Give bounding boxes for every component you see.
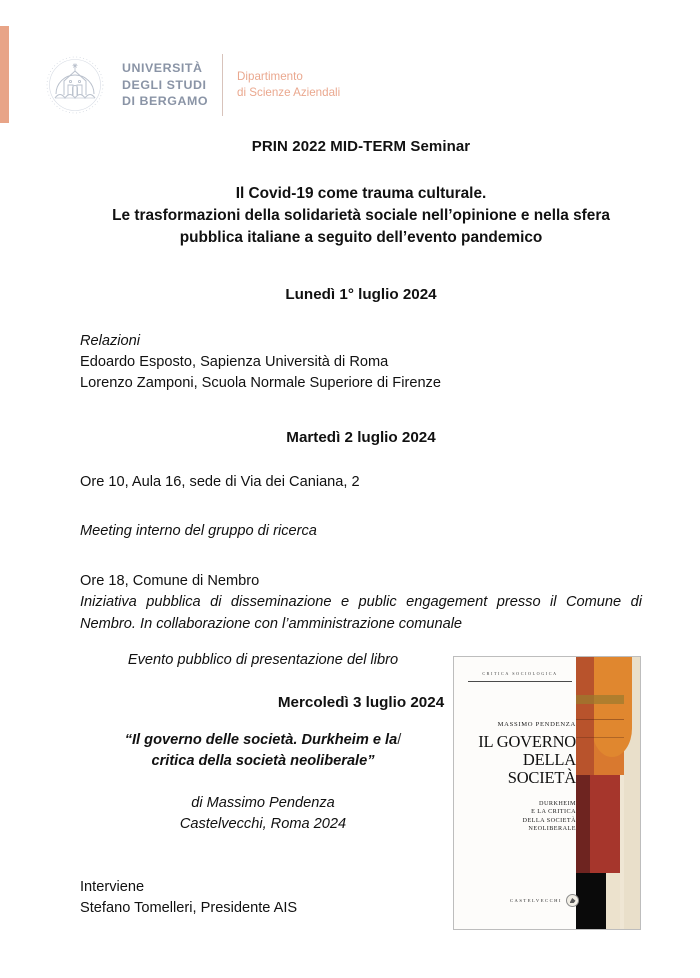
- day1-section-label: Relazioni: [80, 332, 141, 349]
- university-name: [122, 60, 208, 111]
- speaker-block: [80, 877, 440, 920]
- book-cover-subtitle-line3: DELLA SOCIETÀ: [522, 816, 576, 824]
- book-cover-publisher: CASTELVECCHI: [509, 898, 562, 903]
- book-cover-canvas: [454, 657, 640, 929]
- university-crest-icon: [44, 54, 106, 116]
- day1-heading: Lunedì 1° luglio 2024: [285, 285, 437, 303]
- book-cover-title-line2: DELLA: [522, 750, 576, 770]
- day2-evening-venue: Ore 18, Comune di Nembro: [80, 572, 260, 589]
- book-cover-image: [453, 656, 641, 930]
- book-author-line: di Massimo Pendenza: [191, 795, 335, 812]
- book-cover-series-rule: [468, 681, 572, 682]
- book-cover-author: MASSIMO PENDENZA: [497, 721, 576, 728]
- department-name-line2: di Scienze Aziendali: [237, 86, 341, 99]
- university-name-line1: UNIVERSITÀ: [122, 60, 203, 75]
- artwork-hairline-1: [576, 719, 624, 720]
- book-cover-subtitle: [462, 800, 576, 834]
- book-publisher-line: Castelvecchi, Roma 2024: [179, 816, 347, 833]
- day2-evening-description: Iniziativa pubblica di disseminazione e public engagement presso il Comune di Nembro. In collaborazione con l’amministrazione comunale: [80, 594, 642, 633]
- book-cover-title: [462, 733, 576, 787]
- artwork-orange-semicircle: [592, 657, 632, 757]
- left-accent-bar: [0, 26, 9, 123]
- seminar-label: PRIN 2022 MID-TERM Seminar: [251, 138, 471, 155]
- book-cover-series: CRITICA SOCIOLOGICA: [482, 671, 558, 676]
- university-name-line3: DI BERGAMO: [122, 94, 209, 109]
- book-cover-subtitle-line2: E LA CRITICA: [531, 808, 576, 816]
- artwork-orange-dark-band: [576, 657, 594, 775]
- book-cover-subtitle-line4: NEOLIBERALE: [528, 825, 576, 833]
- day2-meeting: Meeting interno del gruppo di ricerca: [80, 523, 317, 540]
- book-credits: [80, 793, 432, 834]
- department-name: [237, 69, 340, 102]
- book-cover-subtitle-line1: DURKHEIM: [539, 800, 576, 807]
- seminar-title-line1: Il Covid-19 come trauma culturale.: [235, 185, 487, 202]
- seminar-title-line3: pubblica italiane a seguito dell’evento pandemico: [179, 229, 543, 247]
- artwork-olive-band: [576, 695, 624, 704]
- document-content: [80, 138, 642, 711]
- speaker-name: Stefano Tomelleri, Presidente AIS: [80, 900, 298, 917]
- book-cover-title-line1: IL GOVERNO: [478, 732, 576, 751]
- book-cover-artwork: [576, 657, 640, 929]
- day1-speaker-1: Edoardo Esposto, Sapienza Università di Roma: [80, 353, 389, 370]
- publisher-logo-icon: [566, 894, 579, 907]
- book-text-column: [80, 652, 432, 835]
- seminar-title: [80, 183, 642, 250]
- artwork-black-block: [576, 873, 606, 929]
- seminar-title-line2: Le trasformazioni della solidarietà sociale nell’opinione e nella sfera: [112, 207, 610, 225]
- lockup-divider: [222, 54, 223, 116]
- day2-venue: Ore 10, Aula 16, sede di Via dei Caniana, 2: [80, 473, 360, 490]
- day3-intro: Evento pubblico di presentazione del libro: [127, 652, 399, 668]
- day1-speaker-2: Lorenzo Zamponi, Scuola Normale Superiore di Firenze: [80, 375, 441, 392]
- department-name-line1: Dipartimento: [237, 69, 303, 83]
- university-name-line2: DEGLI STUDI: [122, 77, 207, 92]
- artwork-red-dark-band: [576, 775, 590, 873]
- artwork-hairline-2: [576, 737, 624, 738]
- speaker-label: Interviene: [80, 879, 145, 895]
- book-cover-title-line3: SOCIETÀ: [507, 768, 576, 788]
- book-title-line1: “Il governo delle società. Durkheim e la: [124, 732, 398, 748]
- day2-heading: Martedì 2 luglio 2024: [286, 428, 436, 446]
- book-title-line2: critica della società neoliberale”: [151, 752, 375, 769]
- day3-heading: Mercoledì 3 luglio 2024: [277, 693, 445, 711]
- day1-block: [80, 331, 642, 395]
- artwork-lower-cream-block: [606, 873, 620, 929]
- book-title-slash-mark: /: [397, 732, 402, 748]
- header-logo-lockup: [44, 52, 340, 118]
- book-title: [80, 730, 432, 771]
